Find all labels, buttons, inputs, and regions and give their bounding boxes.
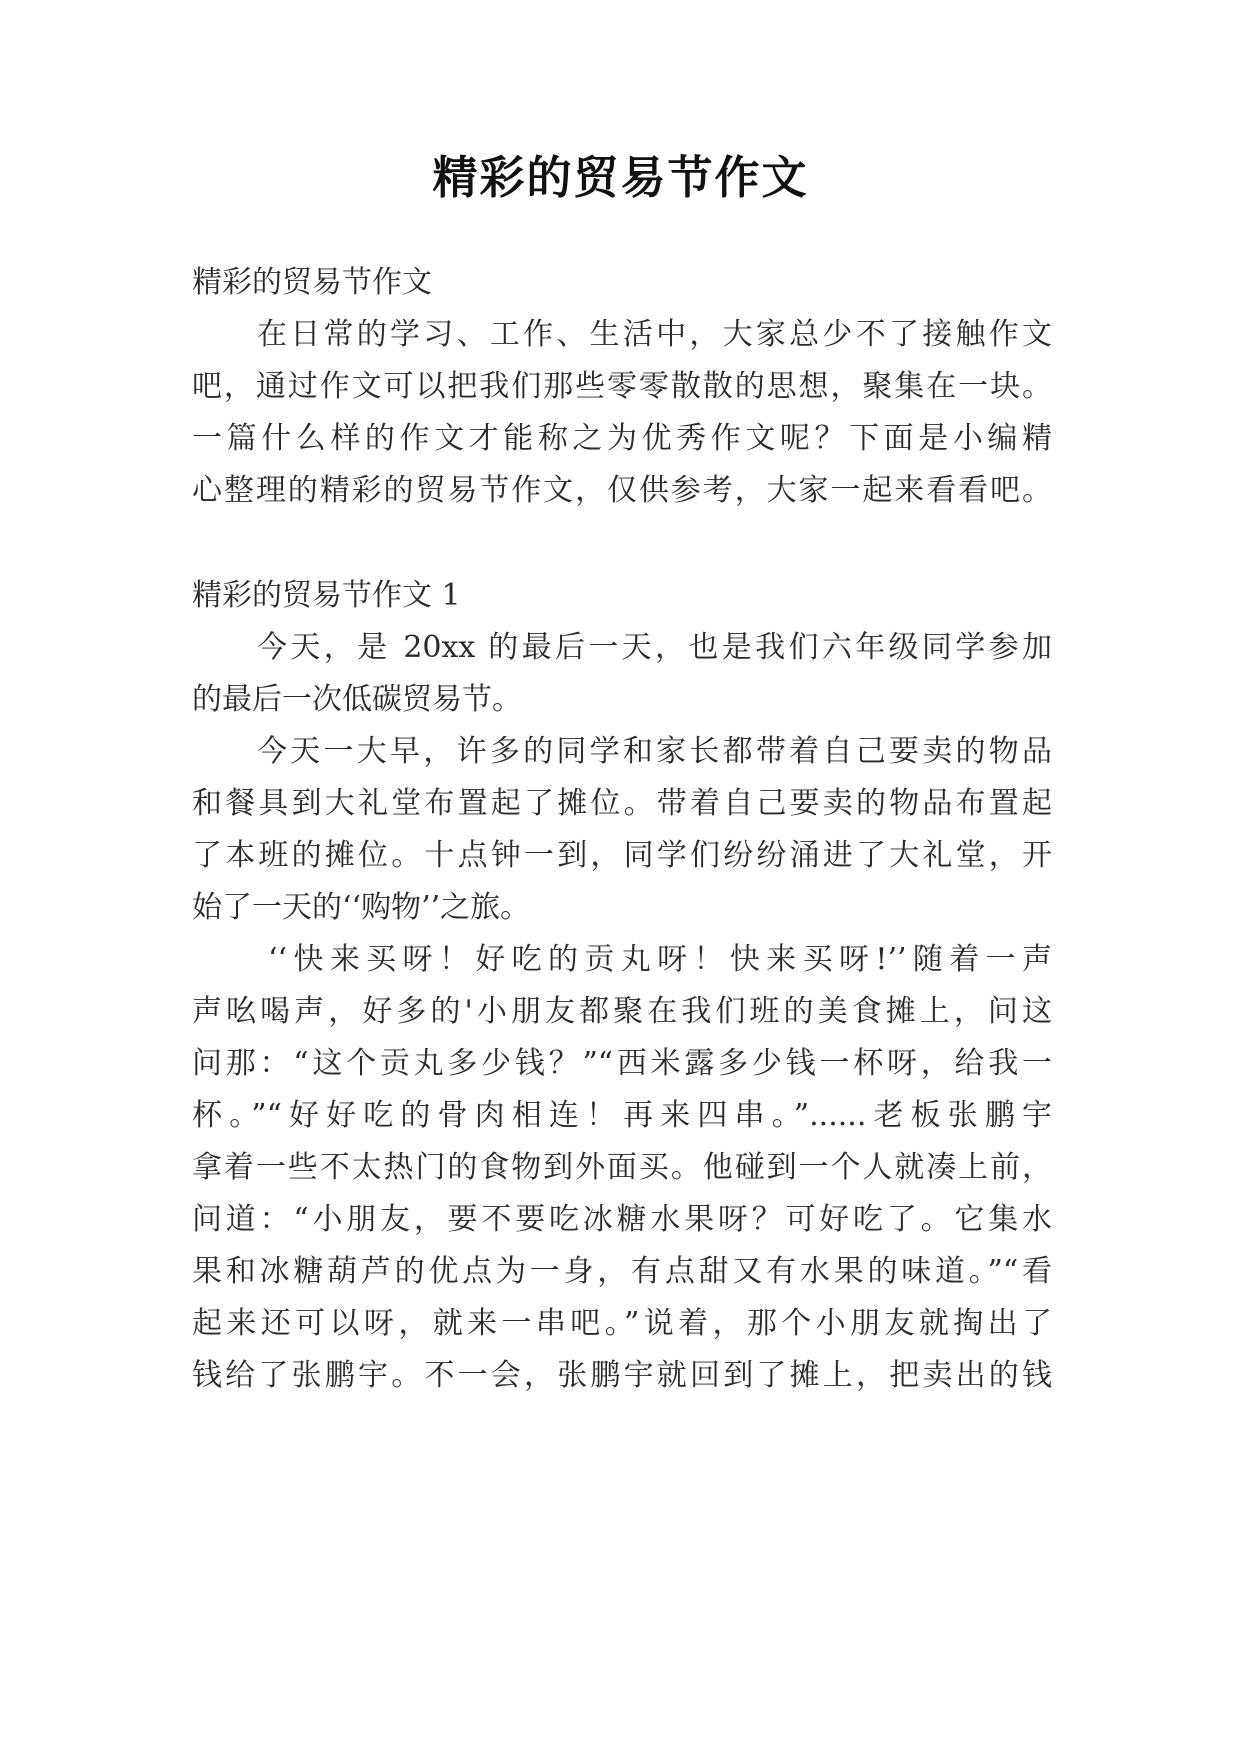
text-line: 始了一天的‘‘购物’’之旅。 <box>192 890 531 925</box>
text-line: 在日常的学习、工作、生活中，大家总少不了接触作文 <box>257 317 1052 352</box>
text-line: 声吆喝声，好多的'小朋友都聚在我们班的美食摊上，问这 <box>192 994 1052 1029</box>
text-line: 问那：“这个贡丸多少钱？”“西米露多少钱一杯呀，给我一 <box>192 1046 1052 1081</box>
text-line: 杯。”“好好吃的骨肉相连！再来四串。”......老板张鹏宇 <box>192 1098 1052 1133</box>
text-line: 一篇什么样的作文才能称之为优秀作文呢？下面是小编精 <box>192 421 1052 456</box>
text-line: 拿着一些不太热门的食物到外面买。他碰到一个人就凑上前， <box>192 1150 1052 1185</box>
text-line: 钱给了张鹏宇。不一会，张鹏宇就回到了摊上，把卖出的钱 <box>192 1358 1052 1393</box>
section-heading: 精彩的贸易节作文 1 <box>192 578 461 613</box>
text-line: 今天，是 20xx 的最后一天，也是我们六年级同学参加 <box>257 630 1052 665</box>
text-line: 今天一大早，许多的同学和家长都带着自己要卖的物品 <box>257 734 1052 769</box>
intro-heading: 精彩的贸易节作文 <box>192 265 432 300</box>
text-line: ‘‘快来买呀！好吃的贡丸呀！快来买呀!’’随着一声 <box>268 942 1052 977</box>
document-title: 精彩的贸易节作文 <box>432 151 809 204</box>
text-line: 和餐具到大礼堂布置起了摊位。带着自己要卖的物品布置起 <box>192 786 1052 821</box>
text-line: 起来还可以呀，就来一串吧。”说着，那个小朋友就掏出了 <box>192 1306 1052 1341</box>
text-line: 的最后一次低碳贸易节。 <box>192 682 522 717</box>
text-line: 吧，通过作文可以把我们那些零零散散的思想，聚集在一块。 <box>192 369 1052 404</box>
text-line: 了本班的摊位。十点钟一到，同学们纷纷涌进了大礼堂，开 <box>192 838 1052 873</box>
text-line: 心整理的精彩的贸易节作文，仅供参考，大家一起来看看吧。 <box>192 473 1052 508</box>
text-line: 问道：“小朋友，要不要吃冰糖水果呀？可好吃了。它集水 <box>192 1202 1052 1237</box>
text-line: 果和冰糖葫芦的优点为一身，有点甜又有水果的味道。”“看 <box>192 1254 1052 1289</box>
